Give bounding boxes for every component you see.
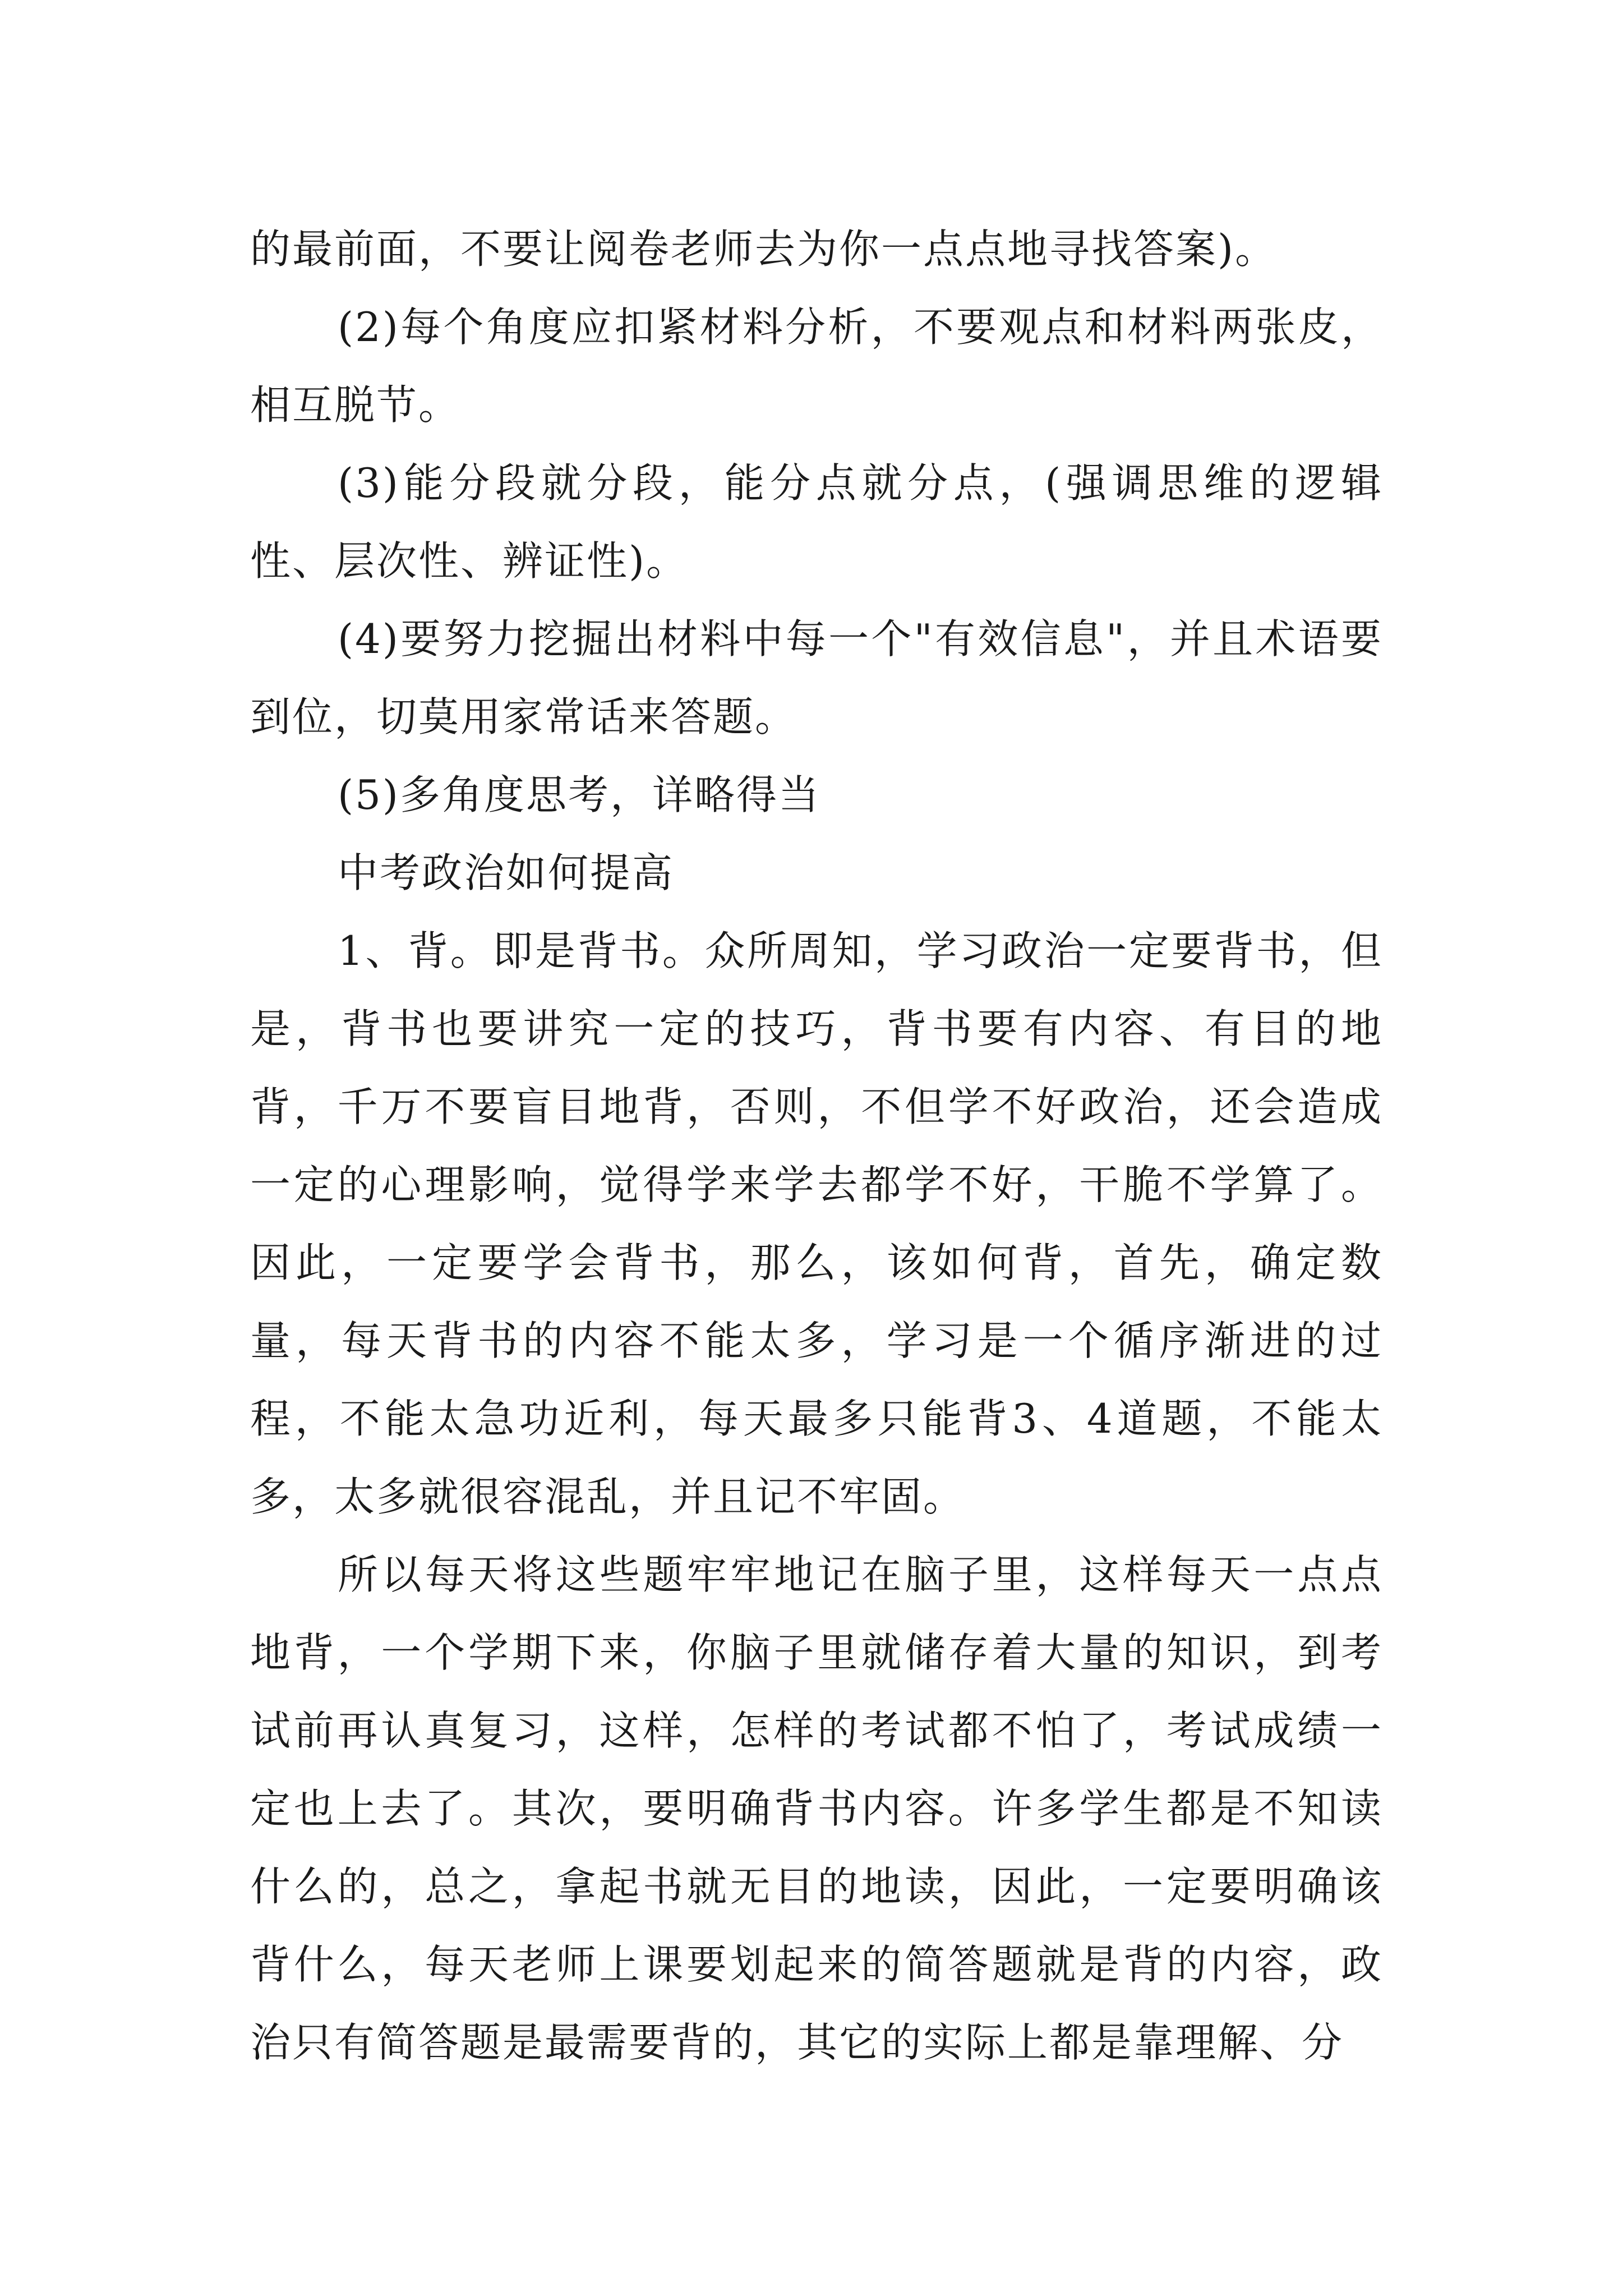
paragraph-point-4: (4)要努力挖掘出材料中每一个"有效信息"，并且术语要到位，切莫用家常话来答题。 [250,615,1383,740]
paragraph-daily-recite: 所以每天将这些题牢牢地记在脑子里，这样每天一点点地背，一个学期下来，你脑子里就储存着大量的知识，到考试前再认真复习，这样，怎样的考试都不怕了，考试成绩一定也上去了。其次，要明确背书内容。许多学生都是不知读什么的，总之，拿起书就无目的地读，因此，一定要明确该背什么，每天老师上课要划起来的简答题就是背的内容，政治只有简答题是最需要背的，其它的实际上都是靠理解、分 [250,1551,1383,2066]
paragraph-recite: 1、背。即是背书。众所周知，学习政治一定要背书，但是，背书也要讲究一定的技巧，背书要有内容、有目的地背，千万不要盲目地背，否则，不但学不好政治，还会造成一定的心理影响，觉得学来学去都学不好，干脆不学算了。因此，一定要学会背书，那么，该如何背，首先，确定数量，每天背书的内容不能太多，学习是一个循序渐进的过程，不能太急功近利，每天最多只能背3、4道题，不能太多，太多就很容混乱，并且记不牢固。 [250,927,1383,1520]
paragraph-point-5: (5)多角度思考，详略得当 [338,771,820,818]
paragraph-point-2: (2)每个角度应扣紧材料分析，不要观点和材料两张皮，相互脱节。 [250,303,1383,429]
paragraph-continuation: 的最前面，不要让阅卷老师去为你一点点地寻找答案)。 [250,226,1278,273]
document-body [250,210,1383,2082]
paragraph-point-3: (3)能分段就分段，能分点就分点，(强调思维的逻辑性、层次性、辨证性)。 [250,459,1383,585]
section-heading: 中考政治如何提高 [338,849,675,896]
